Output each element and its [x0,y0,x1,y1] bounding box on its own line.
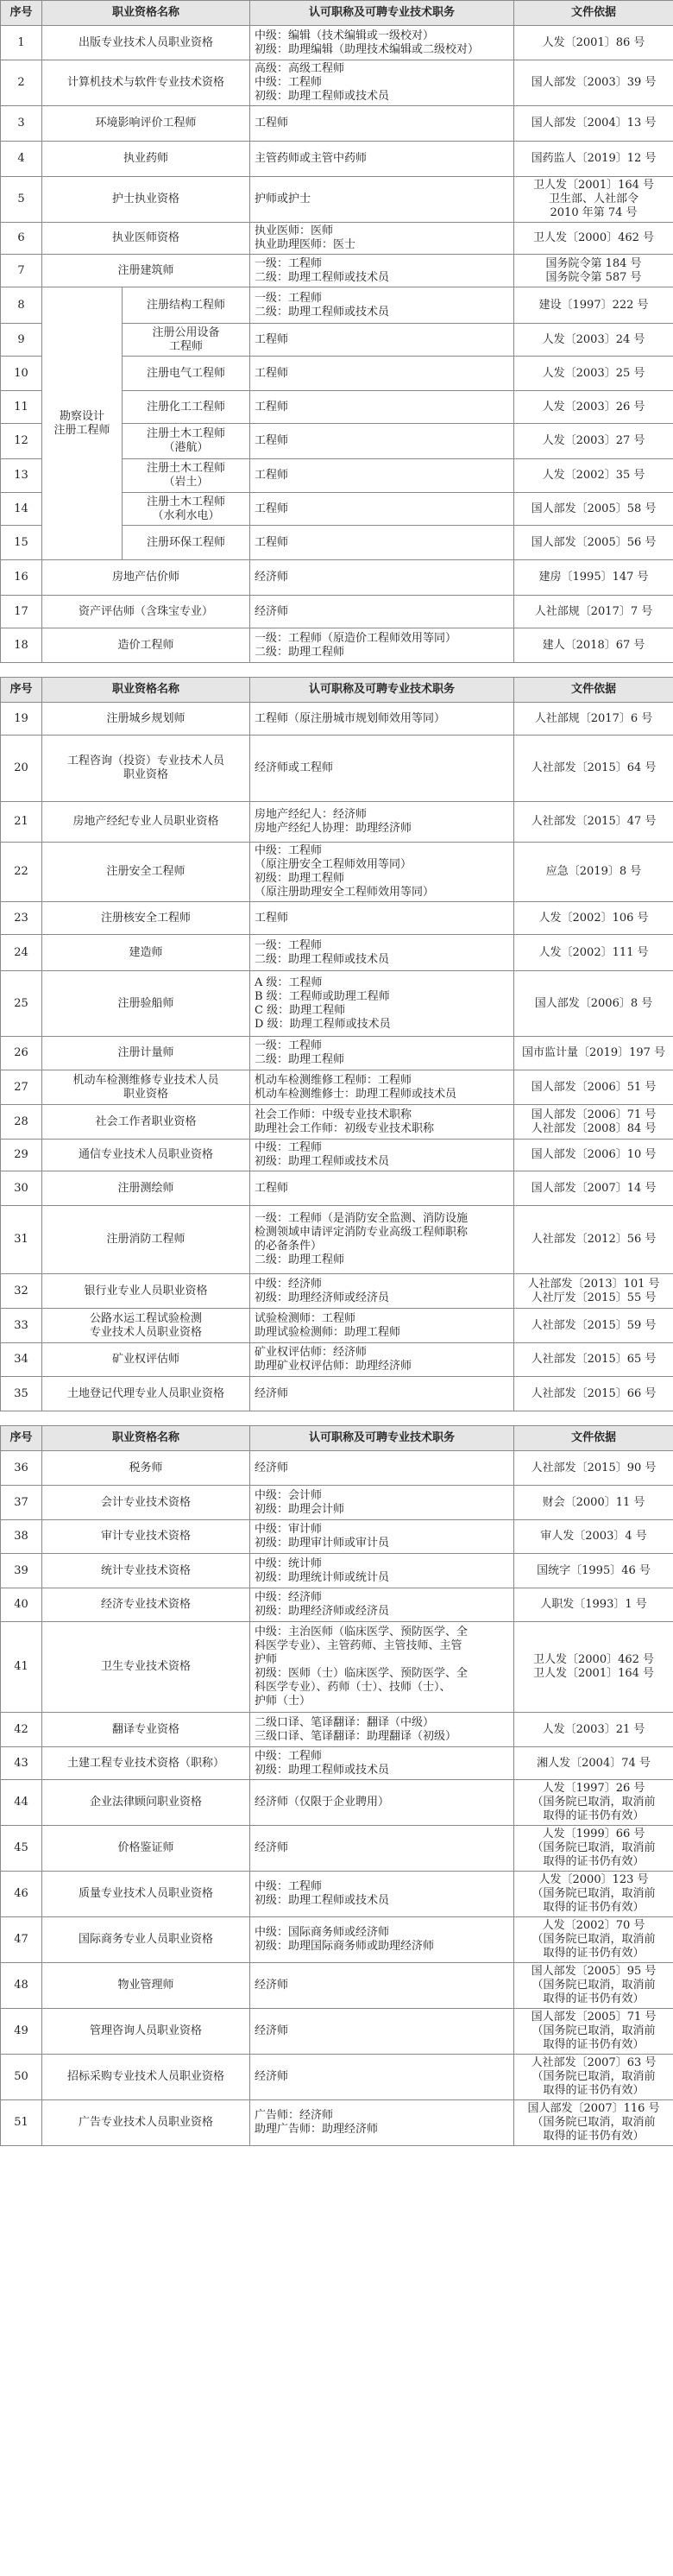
table-row [1,1826,673,1872]
recognized-title-cell: 一级：工程师（原造价工程师效用等同） 二级：助理工程师 [250,628,514,663]
recognized-title-cell: 经济师 [250,1963,514,2009]
header-document-basis: 文件依据 [514,1,673,26]
table-row [1,596,673,628]
document-basis-cell: 人社部发〔2013〕101 号 人社厅发〔2015〕55 号 [514,1274,673,1309]
row-serial-cell: 32 [1,1274,42,1309]
table-row [1,1872,673,1917]
row-serial-cell: 17 [1,596,42,628]
recognized-title-cell: 中级：主治医师（临床医学、预防医学、全 科医学专业）、主管药师、主管技师、主管 护师 初级：医师（士）临床医学、预防医学、全 科医学专业）、药师（士）、技师（士）、 护师（士） [250,1622,514,1713]
row-serial-cell: 42 [1,1713,42,1747]
document-basis-cell: 人社部发〔2015〕59 号 [514,1309,673,1343]
header-qualification-name: 职业资格名称 [42,678,250,703]
qualification-name-cell: 造价工程师 [42,628,250,663]
table-row [1,971,673,1037]
qualification-name-cell: 注册核安全工程师 [42,902,250,935]
header-qualification-name: 职业资格名称 [42,1,250,26]
document-basis-cell: 人社部发〔2015〕47 号 [514,802,673,843]
row-serial-cell: 14 [1,493,42,526]
table-row [1,703,673,736]
qualification-name-cell: 注册建筑师 [42,255,250,287]
header-serial: 序号 [1,1,42,26]
recognized-title-cell: 矿业权评估师：经济师 助理矿业权评估师：助理经济师 [250,1343,514,1377]
document-basis-cell: 国人部发〔2004〕13 号 [514,106,673,142]
recognized-title-cell: 中级：工程师 初级：助理工程师或技术员 [250,1872,514,1917]
document-basis-cell: 人发〔2002〕35 号 [514,459,673,493]
row-serial-cell: 8 [1,287,42,324]
sub-qualification-cell: 注册结构工程师 [123,287,250,324]
row-serial-cell: 47 [1,1917,42,1963]
row-serial-cell: 20 [1,736,42,802]
recognized-title-cell: 工程师 [250,902,514,935]
table-row [1,1780,673,1826]
document-basis-cell: 人发〔2002〕70 号 （国务院已取消，取消前 取得的证书仍有效） [514,1917,673,1963]
header-recognized-title: 认可职称及可聘专业技术职务 [250,1,514,26]
document-basis-cell: 财会〔2000〕11 号 [514,1486,673,1520]
qualification-name-cell: 银行业专业人员职业资格 [42,1274,250,1309]
qualification-name-cell: 税务师 [42,1451,250,1486]
recognized-title-cell: 经济师 [250,596,514,628]
qualification-name-cell: 矿业权评估师 [42,1343,250,1377]
document-basis-cell: 国人部发〔2006〕71 号 人社部发〔2008〕84 号 [514,1105,673,1140]
document-basis-cell: 国人部发〔2005〕71 号 （国务院已取消，取消前 取得的证书仍有效） [514,2009,673,2055]
qualification-table-3 [0,1425,673,2146]
document-basis-cell: 人社部发〔2015〕64 号 [514,736,673,802]
row-serial-cell: 50 [1,2055,42,2100]
document-basis-cell: 审人发〔2003〕4 号 [514,1520,673,1554]
table-row [1,255,673,287]
recognized-title-cell: 一级：工程师 二级：助理工程师或技术员 [250,287,514,324]
row-serial-cell: 21 [1,802,42,843]
recognized-title-cell: 经济师或工程师 [250,736,514,802]
recognized-title-cell: 工程师 [250,526,514,560]
recognized-title-cell: 经济师 [250,560,514,596]
row-serial-cell: 10 [1,357,42,391]
qualification-name-cell: 企业法律顾问职业资格 [42,1780,250,1826]
table-row [1,1747,673,1780]
recognized-title-cell: 机动车检测维修工程师：工程师 机动车检测维修士：助理工程师或技术员 [250,1070,514,1105]
table-row [1,1274,673,1309]
document-basis-cell: 人社部发〔2015〕66 号 [514,1377,673,1411]
row-serial-cell: 29 [1,1140,42,1171]
row-serial-cell: 40 [1,1588,42,1622]
group-name-cell: 勘察设计 注册工程师 [42,287,123,560]
table-row [1,1037,673,1070]
document-basis-cell: 人发〔2003〕27 号 [514,424,673,459]
qualification-name-cell: 注册计量师 [42,1037,250,1070]
document-basis-cell: 国人部发〔2007〕14 号 [514,1171,673,1206]
recognized-title-cell: 主管药师或主管中药师 [250,142,514,177]
table-row [1,2100,673,2146]
row-serial-cell: 23 [1,902,42,935]
document-basis-cell: 国统字〔1995〕46 号 [514,1554,673,1588]
document-basis-cell: 人发〔2003〕24 号 [514,324,673,357]
qualification-name-cell: 房地产估价师 [42,560,250,596]
table-row [1,2055,673,2100]
recognized-title-cell: 房地产经纪人：经济师 房地产经纪人协理：助理经济师 [250,802,514,843]
table-row [1,1105,673,1140]
table-row [1,2009,673,2055]
document-basis-cell: 国人部发〔2006〕8 号 [514,971,673,1037]
recognized-title-cell: 广告师：经济师 助理广告师：助理经济师 [250,2100,514,2146]
row-serial-cell: 15 [1,526,42,560]
table-row [1,223,673,255]
row-serial-cell: 2 [1,60,42,106]
row-serial-cell: 38 [1,1520,42,1554]
table-row [1,177,673,223]
table-row [1,1451,673,1486]
row-serial-cell: 30 [1,1171,42,1206]
qualification-name-cell: 注册安全工程师 [42,843,250,902]
recognized-title-cell: 高级：高级工程师 中级：工程师 初级：助理工程师或技术员 [250,60,514,106]
sub-qualification-cell: 注册环保工程师 [123,526,250,560]
row-serial-cell: 9 [1,324,42,357]
qualification-name-cell: 出版专业技术人员职业资格 [42,26,250,60]
header-qualification-name: 职业资格名称 [42,1426,250,1451]
recognized-title-cell: 经济师 [250,1451,514,1486]
table-row [1,106,673,142]
table-row [1,1140,673,1171]
recognized-title-cell: 中级：会计师 初级：助理会计师 [250,1486,514,1520]
table-row [1,1520,673,1554]
document-basis-cell: 国市监计量〔2019〕197 号 [514,1037,673,1070]
recognized-title-cell: 中级：编辑（技术编辑或一级校对） 初级：助理编辑（助理技术编辑或二级校对） [250,26,514,60]
row-serial-cell: 49 [1,2009,42,2055]
document-basis-cell: 湘人发〔2004〕74 号 [514,1747,673,1780]
recognized-title-cell: 工程师 [250,424,514,459]
sub-qualification-cell: 注册电气工程师 [123,357,250,391]
table-row [1,1917,673,1963]
qualification-name-cell: 翻译专业资格 [42,1713,250,1747]
table-row [1,1486,673,1520]
row-serial-cell: 46 [1,1872,42,1917]
header-recognized-title: 认可职称及可聘专业技术职务 [250,678,514,703]
document-basis-cell: 建设〔1997〕222 号 [514,287,673,324]
qualification-name-cell: 环境影响评价工程师 [42,106,250,142]
qualification-name-cell: 公路水运工程试验检测 专业技术人员职业资格 [42,1309,250,1343]
document-basis-cell: 建人〔2018〕67 号 [514,628,673,663]
row-serial-cell: 6 [1,223,42,255]
table-row [1,1309,673,1343]
table-row [1,26,673,60]
header-document-basis: 文件依据 [514,1426,673,1451]
qualification-name-cell: 资产评估师（含珠宝专业） [42,596,250,628]
table-row [1,802,673,843]
row-serial-cell: 18 [1,628,42,663]
document-basis-cell: 人职发〔1993〕1 号 [514,1588,673,1622]
qualification-name-cell: 房地产经纪专业人员职业资格 [42,802,250,843]
recognized-title-cell: 中级：审计师 初级：助理审计师或审计员 [250,1520,514,1554]
recognized-title-cell: 执业医师：医师 执业助理医师：医士 [250,223,514,255]
document-basis-cell: 人社部发〔2012〕56 号 [514,1206,673,1274]
document-basis-cell: 国人部发〔2005〕95 号 （国务院已取消，取消前 取得的证书仍有效） [514,1963,673,2009]
qualification-name-cell: 卫生专业技术资格 [42,1622,250,1713]
sub-qualification-cell: 注册公用设备 工程师 [123,324,250,357]
recognized-title-cell: 中级：经济师 初级：助理经济师或经济员 [250,1588,514,1622]
document-basis-cell: 人社部发〔2015〕90 号 [514,1451,673,1486]
row-serial-cell: 27 [1,1070,42,1105]
recognized-title-cell: 工程师（原注册城市规划师效用等同） [250,703,514,736]
document-basis-cell: 人发〔2000〕123 号 （国务院已取消，取消前 取得的证书仍有效） [514,1872,673,1917]
recognized-title-cell: 中级：工程师 初级：助理工程师或技术员 [250,1747,514,1780]
document-basis-cell: 人社部发〔2007〕63 号 （国务院已取消，取消前 取得的证书仍有效） [514,2055,673,2100]
row-serial-cell: 22 [1,843,42,902]
recognized-title-cell: 工程师 [250,1171,514,1206]
table-row [1,1713,673,1747]
row-serial-cell: 7 [1,255,42,287]
row-serial-cell: 26 [1,1037,42,1070]
qualification-name-cell: 统计专业技术资格 [42,1554,250,1588]
table-row [1,902,673,935]
recognized-title-cell: 经济师 [250,2055,514,2100]
header-serial: 序号 [1,678,42,703]
table-row [1,1622,673,1713]
document-basis-cell: 国人部发〔2003〕39 号 [514,60,673,106]
document-basis-cell: 人社部规〔2017〕6 号 [514,703,673,736]
recognized-title-cell: 二级口译、笔译翻译：翻译（中级） 三级口译、笔译翻译：助理翻译（初级） [250,1713,514,1747]
document-basis-cell: 人发〔2001〕86 号 [514,26,673,60]
row-serial-cell: 4 [1,142,42,177]
row-serial-cell: 3 [1,106,42,142]
recognized-title-cell: 中级：工程师 （原注册安全工程师效用等同） 初级：助理工程师 （原注册助理安全工程师效用等同） [250,843,514,902]
document-basis-cell: 人发〔2003〕21 号 [514,1713,673,1747]
document-basis-cell: 卫人发〔2001〕164 号 卫生部、人社部令 2010 年第 74 号 [514,177,673,223]
qualification-name-cell: 物业管理师 [42,1963,250,2009]
row-serial-cell: 13 [1,459,42,493]
document-basis-cell: 卫人发〔2000〕462 号 卫人发〔2001〕164 号 [514,1622,673,1713]
qualification-name-cell: 注册验船师 [42,971,250,1037]
recognized-title-cell: 社会工作师：中级专业技术职称 助理社会工作师：初级专业技术职称 [250,1105,514,1140]
row-serial-cell: 41 [1,1622,42,1713]
qualification-name-cell: 通信专业技术人员职业资格 [42,1140,250,1171]
qualification-name-cell: 工程咨询（投资）专业技术人员 职业资格 [42,736,250,802]
table-row [1,1206,673,1274]
table-row [1,1343,673,1377]
row-serial-cell: 35 [1,1377,42,1411]
document-basis-cell: 国药监人〔2019〕12 号 [514,142,673,177]
table-row [1,736,673,802]
table-row [1,60,673,106]
table-row [1,142,673,177]
qualification-name-cell: 经济专业技术资格 [42,1588,250,1622]
qualification-table-2 [0,677,673,1411]
header-serial: 序号 [1,1426,42,1451]
recognized-title-cell: 经济师 [250,2009,514,2055]
qualification-name-cell: 土建工程专业技术资格（职称） [42,1747,250,1780]
table-row [1,1377,673,1411]
row-serial-cell: 25 [1,971,42,1037]
document-basis-cell: 国务院令第 184 号 国务院令第 587 号 [514,255,673,287]
qualification-name-cell: 审计专业技术资格 [42,1520,250,1554]
recognized-title-cell: 中级：经济师 初级：助理经济师或经济员 [250,1274,514,1309]
row-serial-cell: 11 [1,391,42,424]
document-basis-cell: 国人部发〔2005〕58 号 [514,493,673,526]
row-serial-cell: 34 [1,1343,42,1377]
qualification-name-cell: 注册城乡规划师 [42,703,250,736]
qualification-name-cell: 建造师 [42,935,250,971]
document-basis-cell: 人社部规〔2017〕7 号 [514,596,673,628]
row-serial-cell: 45 [1,1826,42,1872]
table-row [1,843,673,902]
qualification-name-cell: 执业药师 [42,142,250,177]
row-serial-cell: 39 [1,1554,42,1588]
qualification-name-cell: 国际商务专业人员职业资格 [42,1917,250,1963]
qualification-name-cell: 质量专业技术人员职业资格 [42,1872,250,1917]
document-basis-cell: 人发〔2003〕26 号 [514,391,673,424]
qualification-name-cell: 土地登记代理专业人员职业资格 [42,1377,250,1411]
recognized-title-cell: 试验检测师：工程师 助理试验检测师：助理工程师 [250,1309,514,1343]
document-basis-cell: 国人部发〔2006〕51 号 [514,1070,673,1105]
document-basis-cell: 卫人发〔2000〕462 号 [514,223,673,255]
recognized-title-cell: 工程师 [250,459,514,493]
table-row [1,1171,673,1206]
row-serial-cell: 33 [1,1309,42,1343]
sub-qualification-cell: 注册土木工程师 （港航） [123,424,250,459]
recognized-title-cell: 中级：国际商务师或经济师 初级：助理国际商务师或助理经济师 [250,1917,514,1963]
qualification-name-cell: 社会工作者职业资格 [42,1105,250,1140]
recognized-title-cell: 工程师 [250,493,514,526]
sub-qualification-cell: 注册化工工程师 [123,391,250,424]
table-row [1,287,673,324]
recognized-title-cell: 中级：工程师 初级：助理工程师或技术员 [250,1140,514,1171]
header-recognized-title: 认可职称及可聘专业技术职务 [250,1426,514,1451]
sub-qualification-cell: 注册土木工程师 （水利水电） [123,493,250,526]
document-basis-cell: 国人部发〔2007〕116 号 （国务院已取消，取消前 取得的证书仍有效） [514,2100,673,2146]
recognized-title-cell: 经济师（仅限于企业聘用） [250,1780,514,1826]
qualification-name-cell: 会计专业技术资格 [42,1486,250,1520]
recognized-title-cell: 一级：工程师 二级：助理工程师或技术员 [250,255,514,287]
table-row [1,1554,673,1588]
recognized-title-cell: 工程师 [250,357,514,391]
row-serial-cell: 31 [1,1206,42,1274]
recognized-title-cell: 一级：工程师 二级：助理工程师或技术员 [250,935,514,971]
row-serial-cell: 12 [1,424,42,459]
qualification-name-cell: 管理咨询人员职业资格 [42,2009,250,2055]
recognized-title-cell: 经济师 [250,1377,514,1411]
recognized-title-cell: 工程师 [250,391,514,424]
document-basis-cell: 人发〔2002〕106 号 [514,902,673,935]
table-row [1,1070,673,1105]
qualification-name-cell: 广告专业技术人员职业资格 [42,2100,250,2146]
table-row [1,935,673,971]
qualification-table-1 [0,0,673,663]
document-basis-cell: 国人部发〔2005〕56 号 [514,526,673,560]
qualification-name-cell: 机动车检测维修专业技术人员 职业资格 [42,1070,250,1105]
row-serial-cell: 37 [1,1486,42,1520]
qualification-name-cell: 价格鉴证师 [42,1826,250,1872]
row-serial-cell: 36 [1,1451,42,1486]
document-basis-cell: 应急〔2019〕8 号 [514,843,673,902]
qualification-name-cell: 执业医师资格 [42,223,250,255]
qualification-name-cell: 注册消防工程师 [42,1206,250,1274]
document-basis-cell: 国人部发〔2006〕10 号 [514,1140,673,1171]
recognized-title-cell: 经济师 [250,1826,514,1872]
recognized-title-cell: A 级：工程师 B 级：工程师或助理工程师 C 级：助理工程师 D 级：助理工程师或技术员 [250,971,514,1037]
row-serial-cell: 16 [1,560,42,596]
row-serial-cell: 24 [1,935,42,971]
document-basis-cell: 人发〔2003〕25 号 [514,357,673,391]
row-serial-cell: 51 [1,2100,42,2146]
row-serial-cell: 5 [1,177,42,223]
qualification-name-cell: 注册测绘师 [42,1171,250,1206]
row-serial-cell: 28 [1,1105,42,1140]
document-basis-cell: 人发〔2002〕111 号 [514,935,673,971]
recognized-title-cell: 工程师 [250,106,514,142]
row-serial-cell: 1 [1,26,42,60]
document-basis-cell: 建房〔1995〕147 号 [514,560,673,596]
table-row [1,628,673,663]
document-basis-cell: 人发〔1997〕26 号 （国务院已取消，取消前 取得的证书仍有效） [514,1780,673,1826]
table-row [1,1963,673,2009]
qualification-name-cell: 护士执业资格 [42,177,250,223]
sub-qualification-cell: 注册土木工程师 （岩土） [123,459,250,493]
recognized-title-cell: 护师或护士 [250,177,514,223]
document-basis-cell: 人发〔1999〕66 号 （国务院已取消，取消前 取得的证书仍有效） [514,1826,673,1872]
table-row [1,1588,673,1622]
table-row [1,560,673,596]
row-serial-cell: 43 [1,1747,42,1780]
row-serial-cell: 44 [1,1780,42,1826]
header-document-basis: 文件依据 [514,678,673,703]
recognized-title-cell: 一级：工程师（是消防安全监测、消防设施 检测领域申请评定消防专业高级工程师职称 的必备条件） 二级：助理工程师 [250,1206,514,1274]
recognized-title-cell: 一级：工程师 二级：助理工程师 [250,1037,514,1070]
qualification-name-cell: 招标采购专业技术人员职业资格 [42,2055,250,2100]
recognized-title-cell: 中级：统计师 初级：助理统计师或统计员 [250,1554,514,1588]
document-basis-cell: 人社部发〔2015〕65 号 [514,1343,673,1377]
row-serial-cell: 19 [1,703,42,736]
qualification-name-cell: 计算机技术与软件专业技术资格 [42,60,250,106]
recognized-title-cell: 工程师 [250,324,514,357]
row-serial-cell: 48 [1,1963,42,2009]
